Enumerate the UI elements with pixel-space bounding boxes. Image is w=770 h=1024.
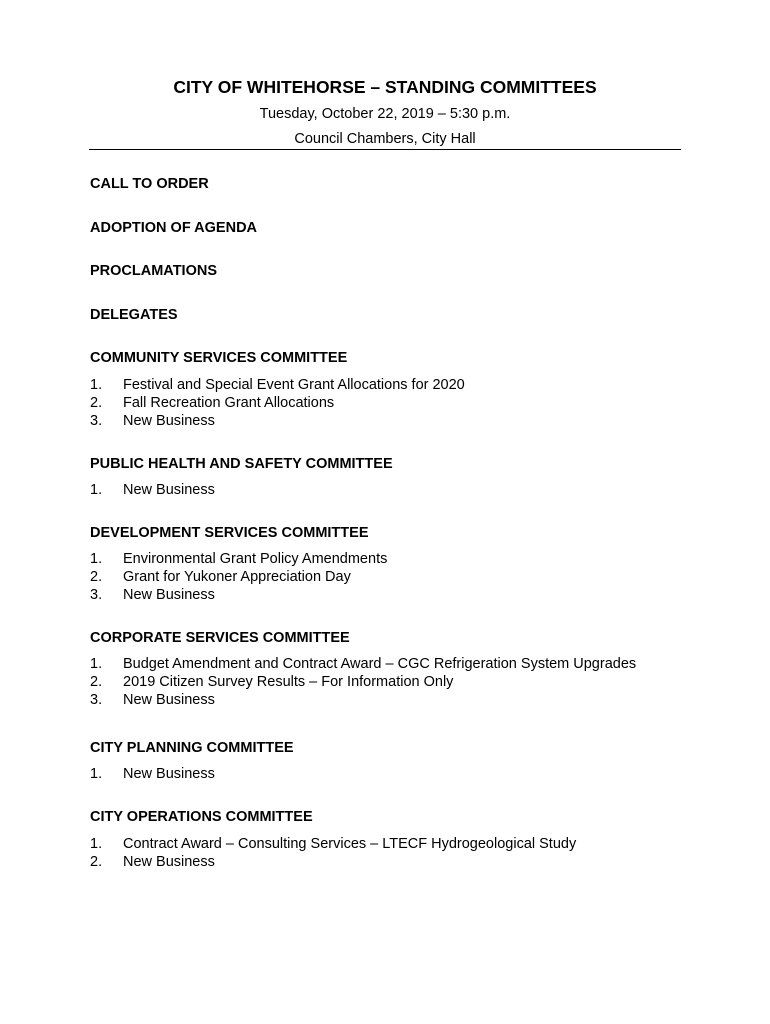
item-number: 2. <box>90 569 103 585</box>
document-title: CITY OF WHITEHORSE – STANDING COMMITTEES <box>173 77 597 97</box>
section-adoption-of-agenda: ADOPTION OF AGENDA <box>90 220 258 236</box>
item-number: 1. <box>90 766 103 782</box>
item-text: Budget Amendment and Contract Award – CGC Refrigeration System Upgrades <box>123 656 637 672</box>
list-item <box>90 656 636 672</box>
meeting-location: Council Chambers, City Hall <box>294 131 476 147</box>
section-community-services: COMMUNITY SERVICES COMMITTEE <box>90 350 348 366</box>
item-text: New Business <box>123 766 215 782</box>
item-text: Environmental Grant Policy Amendments <box>123 551 388 567</box>
list-item <box>90 692 215 708</box>
header-divider <box>89 149 681 150</box>
list-item <box>90 587 215 603</box>
item-number: 2. <box>90 854 103 870</box>
item-text: Fall Recreation Grant Allocations <box>123 395 335 411</box>
list-item <box>90 377 465 393</box>
list-item <box>90 569 351 585</box>
list-item <box>90 854 215 870</box>
section-city-planning: CITY PLANNING COMMITTEE <box>90 740 294 756</box>
item-number: 1. <box>90 551 103 567</box>
list-item <box>90 413 215 429</box>
meeting-date: Tuesday, October 22, 2019 – 5:30 p.m. <box>259 106 511 122</box>
item-text: New Business <box>123 413 215 429</box>
item-text: New Business <box>123 692 215 708</box>
section-public-health-safety: PUBLIC HEALTH AND SAFETY COMMITTEE <box>90 456 393 472</box>
list-item <box>90 674 453 690</box>
item-number: 2. <box>90 674 103 690</box>
section-delegates: DELEGATES <box>90 307 178 323</box>
list-item <box>90 482 215 498</box>
section-proclamations: PROCLAMATIONS <box>90 263 218 279</box>
item-number: 1. <box>90 482 103 498</box>
item-number: 3. <box>90 587 103 603</box>
section-corporate-services: CORPORATE SERVICES COMMITTEE <box>90 630 350 646</box>
item-text: Contract Award – Consulting Services – LTECF Hydrogeological Study <box>123 836 577 852</box>
list-item <box>90 766 215 782</box>
item-text: Grant for Yukoner Appreciation Day <box>123 569 351 585</box>
section-city-operations: CITY OPERATIONS COMMITTEE <box>90 809 313 825</box>
item-number: 3. <box>90 692 103 708</box>
list-item <box>90 395 334 411</box>
item-number: 1. <box>90 377 103 393</box>
list-item <box>90 836 576 852</box>
item-number: 1. <box>90 656 103 672</box>
item-text: Festival and Special Event Grant Allocations for 2020 <box>123 377 465 393</box>
list-item <box>90 551 387 567</box>
item-text: New Business <box>123 854 215 870</box>
item-number: 2. <box>90 395 103 411</box>
section-development-services: DEVELOPMENT SERVICES COMMITTEE <box>90 525 369 541</box>
item-number: 3. <box>90 413 103 429</box>
item-text: 2019 Citizen Survey Results – For Information Only <box>123 674 454 690</box>
item-text: New Business <box>123 482 215 498</box>
item-number: 1. <box>90 836 103 852</box>
item-text: New Business <box>123 587 215 603</box>
section-call-to-order: CALL TO ORDER <box>90 176 209 192</box>
